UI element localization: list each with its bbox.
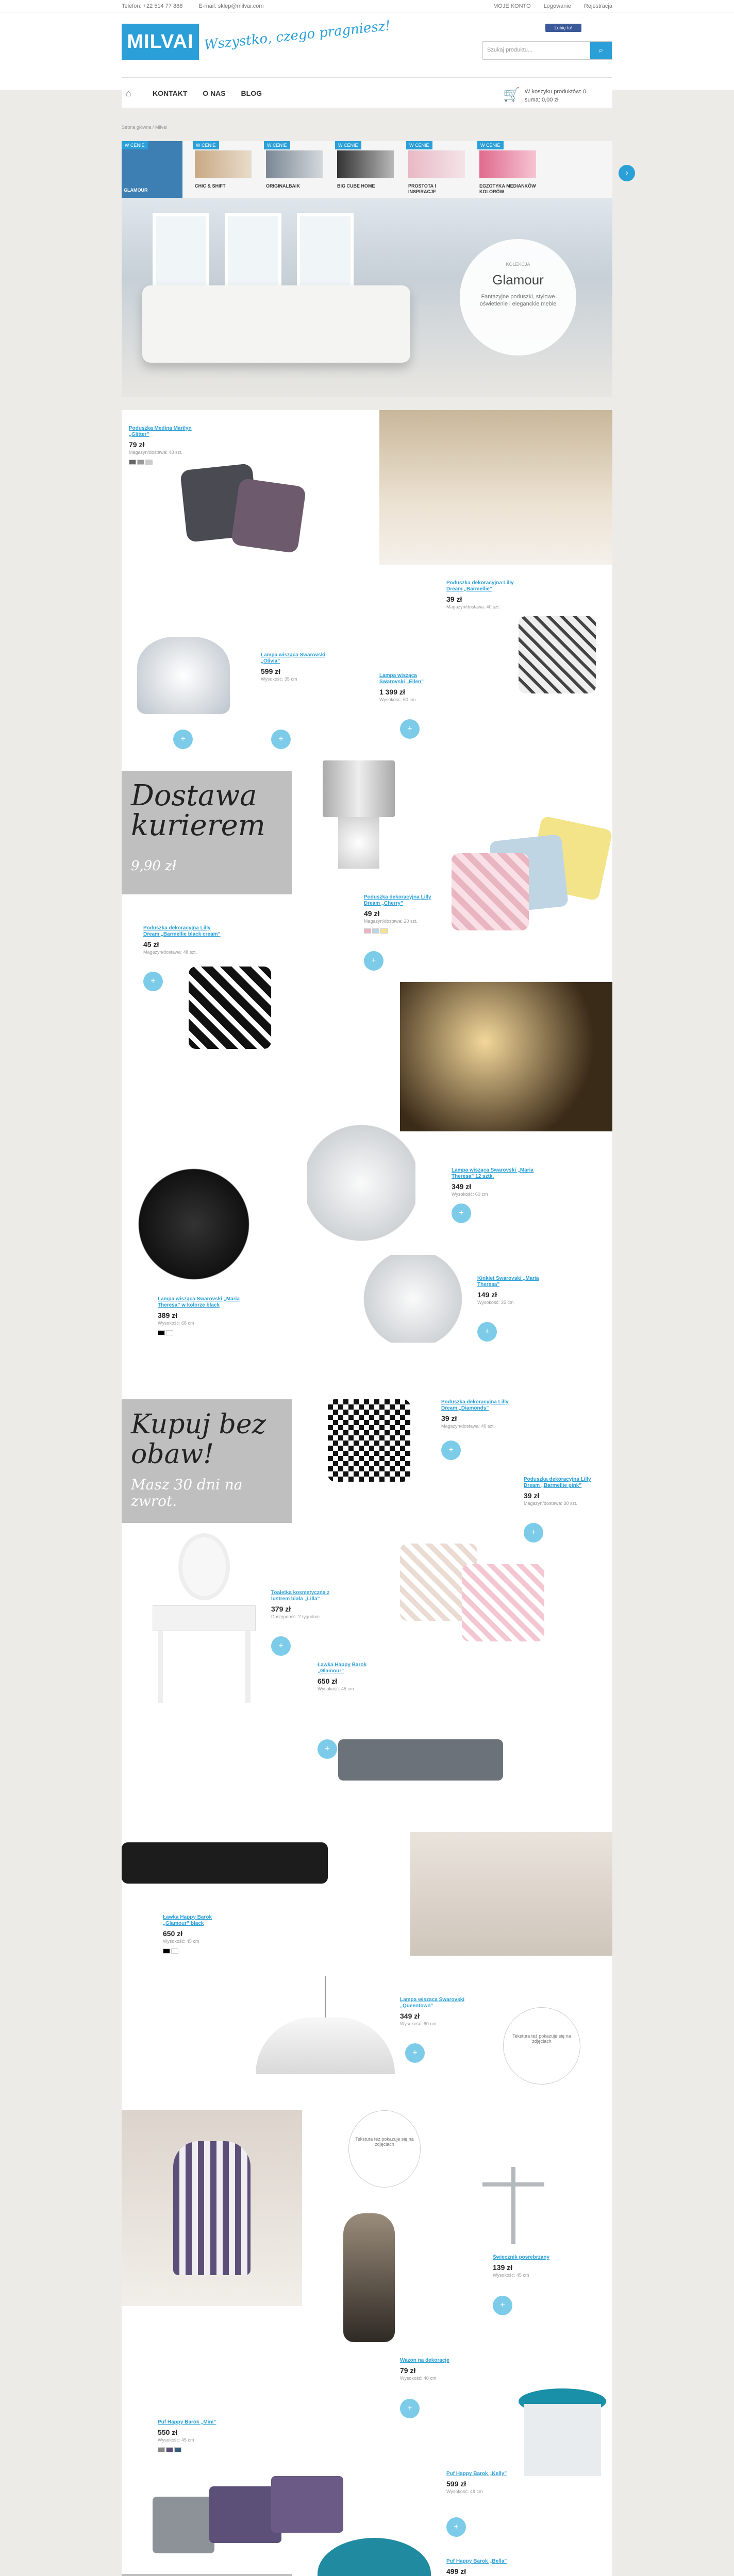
- product-card[interactable]: [158, 1296, 245, 1337]
- bedroom-image[interactable]: [379, 410, 612, 565]
- product-stock: Wysokość: 50 cm: [379, 697, 416, 702]
- vanity-image[interactable]: [142, 1533, 266, 1703]
- product-grid: [122, 410, 612, 2576]
- home-icon[interactable]: ⌂: [126, 88, 131, 98]
- breadcrumb: Strona główna / Milvai: [122, 125, 168, 130]
- hero-description: Fantazyjne poduszki, stylowe oświetlenie i eleganckie meble: [479, 294, 557, 307]
- pillow-image[interactable]: [452, 822, 611, 936]
- product-name[interactable]: Poduszka dekoracyjna Lilly Dream „Barmellie”: [446, 580, 514, 592]
- product-name[interactable]: Lampa wisząca Swarovski „Maria Theresa” 12 sztk.: [452, 1167, 533, 1179]
- product-card[interactable]: [400, 2358, 467, 2381]
- slider-thumb[interactable]: [193, 141, 254, 198]
- product-name[interactable]: Poduszka dekoracyjna Lilly Dream „Barmellie pink”: [524, 1477, 591, 1488]
- promo-title: Kupuj bez obaw!: [131, 1409, 266, 1470]
- product-price: 650 zł: [318, 1677, 338, 1685]
- product-price: 550 zł: [158, 2428, 178, 2436]
- info-badge: [503, 2007, 580, 2084]
- slider-tag: W CENIE: [477, 141, 504, 149]
- product-name[interactable]: Kinkiet Swarovski „Maria Theresa”: [477, 1276, 539, 1287]
- register-link[interactable]: Rejestracja: [583, 3, 612, 9]
- hero-title: Glamour: [492, 272, 544, 287]
- login-link[interactable]: Logowanie: [543, 3, 571, 9]
- slider-image: [408, 150, 465, 178]
- site-logo[interactable]: MILVAI: [122, 24, 199, 60]
- slider-tag: W CENIE: [335, 141, 361, 149]
- hero-banner[interactable]: [122, 198, 612, 397]
- product-name[interactable]: Ławka Happy Barok „Glamour” black: [163, 1914, 212, 1926]
- slider-image: [479, 150, 536, 178]
- cart-add-icon[interactable]: +: [441, 1440, 461, 1460]
- pillow-image[interactable]: [400, 1544, 555, 1647]
- product-card[interactable]: [493, 2255, 555, 2278]
- product-card[interactable]: [364, 894, 436, 936]
- living-room-image[interactable]: [410, 1832, 612, 1956]
- cart-add-icon[interactable]: +: [493, 2296, 512, 2315]
- promo-title: Dostawa kurierem: [131, 779, 265, 842]
- slider-tag: W CENIE: [264, 141, 290, 149]
- product-stock: Magazyn/dostawa: 40 szt.: [441, 1423, 495, 1429]
- product-price: 139 zł: [493, 2263, 513, 2272]
- product-name[interactable]: Puf Happy Barok „Kelly”: [446, 2471, 507, 2477]
- product-price: 149 zł: [477, 1291, 497, 1299]
- search-box: [482, 41, 612, 60]
- product-name[interactable]: Świecznik posrebrzany: [493, 2255, 550, 2260]
- vase-image[interactable]: [343, 2213, 395, 2342]
- product-price: 349 zł: [400, 2012, 420, 2020]
- product-name[interactable]: Lampa wisząca Swarovski „Ellen”: [379, 673, 424, 685]
- product-name[interactable]: Lampa wisząca Swarovski „Maria Theresa” w kolorze black: [158, 1296, 240, 1308]
- cart-add-icon[interactable]: +: [271, 1636, 291, 1656]
- my-account-link[interactable]: MOJE KONTO: [493, 3, 531, 9]
- slider-thumb[interactable]: [264, 141, 325, 198]
- slider-caption: PROSTOTA I INSPIRACJE: [408, 183, 437, 194]
- product-stock: Magazyn/dostawa: 48 szt.: [129, 450, 183, 455]
- product-card[interactable]: [446, 2558, 508, 2576]
- product-price: 1 399 zł: [379, 688, 405, 696]
- tufted-pouf-image[interactable]: [318, 2528, 431, 2576]
- product-price: 79 zł: [129, 440, 145, 449]
- product-name[interactable]: Poduszka Medina Marilyn „Glitter”: [129, 426, 192, 437]
- product-price: 49 zł: [364, 909, 380, 918]
- product-price: 79 zł: [400, 2366, 416, 2375]
- slider-image: [337, 150, 394, 178]
- pillow-image[interactable]: [328, 1399, 410, 1482]
- search-input[interactable]: Szukaj produktu...: [487, 47, 533, 53]
- product-card[interactable]: [452, 1167, 534, 1197]
- product-price: 39 zł: [446, 595, 462, 603]
- product-card[interactable]: [143, 925, 226, 955]
- product-name[interactable]: Lampa wisząca Swarovski „Olivia”: [261, 652, 326, 664]
- product-name[interactable]: Poduszka dekoracyjna Lilly Dream „Diamonds”: [441, 1399, 509, 1411]
- cart-total: suma: 0,00 zł: [525, 97, 559, 103]
- promo-subtitle: 9,90 zł: [131, 858, 177, 874]
- product-name[interactable]: Toaletka kosmetyczna z lustrem biała „Lilla”: [271, 1590, 330, 1602]
- product-stock: Dostępność: 2 tygodnie: [271, 1614, 320, 1619]
- cart-add-icon[interactable]: +: [400, 2399, 420, 2418]
- product-stock: Wysokość: 60 cm: [452, 1192, 488, 1197]
- site-slogan: Wszystko, czego pragniesz!: [203, 18, 392, 53]
- cart-widget[interactable]: [503, 87, 612, 107]
- product-card[interactable]: [318, 1662, 385, 1692]
- product-card[interactable]: [261, 652, 328, 682]
- product-price: 45 zł: [143, 940, 159, 948]
- bench-image[interactable]: [338, 1739, 503, 1781]
- black-bench-image[interactable]: [122, 1832, 328, 1909]
- slider-caption: GLAMOUR: [124, 188, 148, 193]
- product-stock: Wysokość: 35 cm: [261, 676, 297, 682]
- product-name[interactable]: Puf Happy Barok „Mini”: [158, 2419, 216, 2425]
- product-stock: Wysokość: 40 cm: [400, 2376, 437, 2381]
- cart-add-icon[interactable]: +: [143, 972, 163, 991]
- email-link[interactable]: E-mail: sklep@milvai.com: [198, 3, 264, 9]
- promo-free-delivery: [122, 2574, 292, 2576]
- promo-returns: [122, 1399, 292, 1523]
- slider-image: [266, 150, 323, 178]
- product-card[interactable]: [441, 1399, 524, 1429]
- slider-thumbs: [122, 141, 612, 198]
- cart-count: W koszyku produktów: 0: [525, 89, 587, 95]
- black-chandelier-image[interactable]: [132, 1157, 256, 1291]
- product-price: 39 zł: [524, 1492, 540, 1500]
- product-card[interactable]: [379, 673, 441, 703]
- slider-image: [195, 150, 252, 178]
- product-card[interactable]: [129, 426, 196, 467]
- slider-caption: EGZOTYKA MEDIANKÓW KOLORÓW: [479, 183, 536, 194]
- product-card[interactable]: [158, 2419, 230, 2454]
- product-price: 389 zł: [158, 1311, 178, 1319]
- collection-slider: [122, 141, 612, 397]
- product-stock: Magazyn/dostawa: 30 szt.: [524, 1501, 578, 1506]
- product-name[interactable]: Poduszka dekoracyjna Lilly Dream „Cherry”: [364, 894, 431, 906]
- product-card[interactable]: [446, 580, 519, 610]
- product-name[interactable]: Ławka Happy Barok „Glamour”: [318, 1662, 367, 1674]
- cart-add-icon[interactable]: +: [477, 1322, 497, 1342]
- pillow-image[interactable]: [519, 616, 596, 693]
- product-name[interactable]: Lampa wisząca Swarovski „Queentown”: [400, 1997, 465, 2009]
- product-name[interactable]: Puf Happy Barok „Bella”: [446, 2558, 507, 2564]
- product-card[interactable]: [477, 1276, 539, 1306]
- product-price: 499 zł: [446, 2567, 466, 2575]
- product-stock: Magazyn/dostawa: 40 szt.: [446, 604, 501, 609]
- product-stock: Wysokość: 60 cm: [400, 2021, 437, 2026]
- cart-add-icon[interactable]: +: [364, 951, 383, 971]
- cart-add-icon[interactable]: +: [446, 2517, 466, 2537]
- info-badge: [348, 2110, 421, 2188]
- nav-item-blog[interactable]: BLOG: [241, 89, 262, 97]
- product-card[interactable]: [163, 1914, 225, 1956]
- product-name[interactable]: Wazon na dekoracje: [400, 2358, 449, 2363]
- product-card[interactable]: [524, 1477, 601, 1506]
- product-stock: Magazyn/dostawa: 20 szt.: [364, 919, 418, 924]
- promo-delivery: [122, 771, 292, 894]
- product-price: 599 zł: [446, 2480, 466, 2488]
- product-stock: Magazyn/dostawa: 48 szt.: [143, 950, 197, 955]
- product-stock: Wysokość: 68 cm: [158, 1320, 194, 1326]
- slider-caption: BIG CUBE HOME: [337, 183, 375, 189]
- candelabra-image[interactable]: [477, 2151, 549, 2244]
- hero-kicker: KOLEKCJA: [506, 262, 530, 267]
- chevron-right-icon[interactable]: ›: [619, 165, 635, 181]
- cart-add-icon[interactable]: +: [524, 1523, 543, 1543]
- phone-text: Telefon: +22 514 77 888: [122, 3, 183, 9]
- cart-add-icon[interactable]: +: [452, 1204, 471, 1223]
- product-name[interactable]: Poduszka dekoracyjna Lilly Dream „Barmellie black cream”: [143, 925, 221, 937]
- slider-thumb[interactable]: [477, 141, 538, 198]
- slider-thumb[interactable]: [406, 141, 467, 198]
- cart-add-icon[interactable]: +: [173, 730, 193, 749]
- slider-caption: ORIGINALBAIK: [266, 183, 300, 189]
- product-stock: Wysokość: 45 cm: [318, 1686, 354, 1691]
- hero-sofa: [142, 285, 410, 363]
- cart-add-icon[interactable]: +: [400, 719, 420, 739]
- chandelier-image[interactable]: [137, 637, 230, 714]
- pillow-image[interactable]: [184, 467, 307, 560]
- product-card[interactable]: [400, 1997, 477, 2027]
- product-price: 39 zł: [441, 1414, 457, 1422]
- product-card[interactable]: [446, 2471, 513, 2495]
- lamp-image[interactable]: [307, 760, 410, 874]
- product-stock: Wysokość: 35 cm: [477, 1300, 514, 1305]
- product-price: 379 zł: [271, 1605, 291, 1613]
- slider-caption: CHIC & SHIFT: [195, 183, 226, 189]
- hero-badge: [460, 239, 576, 355]
- wall-lamp-image[interactable]: [359, 1255, 467, 1343]
- info-badge-text: Tekstura też pokazuje się na zdjęciach: [355, 2137, 414, 2147]
- crystal-chandelier-image[interactable]: [400, 982, 612, 1131]
- product-stock: Wysokość: 48 cm: [446, 2489, 483, 2494]
- cart-icon[interactable]: 🛒: [503, 87, 520, 102]
- search-icon[interactable]: ⌕: [590, 42, 612, 59]
- slider-thumb[interactable]: [335, 141, 396, 198]
- product-stock: Wysokość: 45 cm: [158, 2437, 194, 2443]
- cart-add-icon[interactable]: +: [271, 730, 291, 749]
- cart-add-icon[interactable]: +: [318, 1739, 337, 1759]
- slider-tag: W CENIE: [406, 141, 432, 149]
- nav-item-contact[interactable]: KONTAKT: [153, 89, 188, 97]
- product-stock: Wysokość: 45 cm: [163, 1939, 199, 1944]
- nav-item-about[interactable]: O NAS: [203, 89, 226, 97]
- promo-subtitle: Masz 30 dni na zwrot.: [131, 1476, 243, 1510]
- product-price: 349 zł: [452, 1182, 472, 1191]
- armchair-image[interactable]: [122, 2110, 302, 2306]
- pillow-image[interactable]: [189, 967, 271, 1049]
- product-price: 650 zł: [163, 1929, 183, 1938]
- facebook-like-button[interactable]: Lubię to!: [545, 24, 581, 32]
- chandelier-image[interactable]: [307, 1121, 415, 1245]
- slider-thumb-glamour[interactable]: [122, 141, 182, 198]
- top-bar: [0, 0, 734, 12]
- product-card[interactable]: [271, 1590, 333, 1620]
- cart-add-icon[interactable]: +: [405, 2043, 425, 2063]
- pendant-lamp-image[interactable]: [256, 1976, 395, 2069]
- teal-pouf-image[interactable]: [519, 2388, 606, 2492]
- product-price: 599 zł: [261, 667, 281, 675]
- product-stock: Wysokość: 45 cm: [493, 2273, 529, 2278]
- info-badge-text: Tekstura też pokazuje się na zdjęciach: [512, 2033, 571, 2044]
- slider-tag: W CENIE: [122, 141, 148, 149]
- slider-tag: W CENIE: [193, 141, 219, 149]
